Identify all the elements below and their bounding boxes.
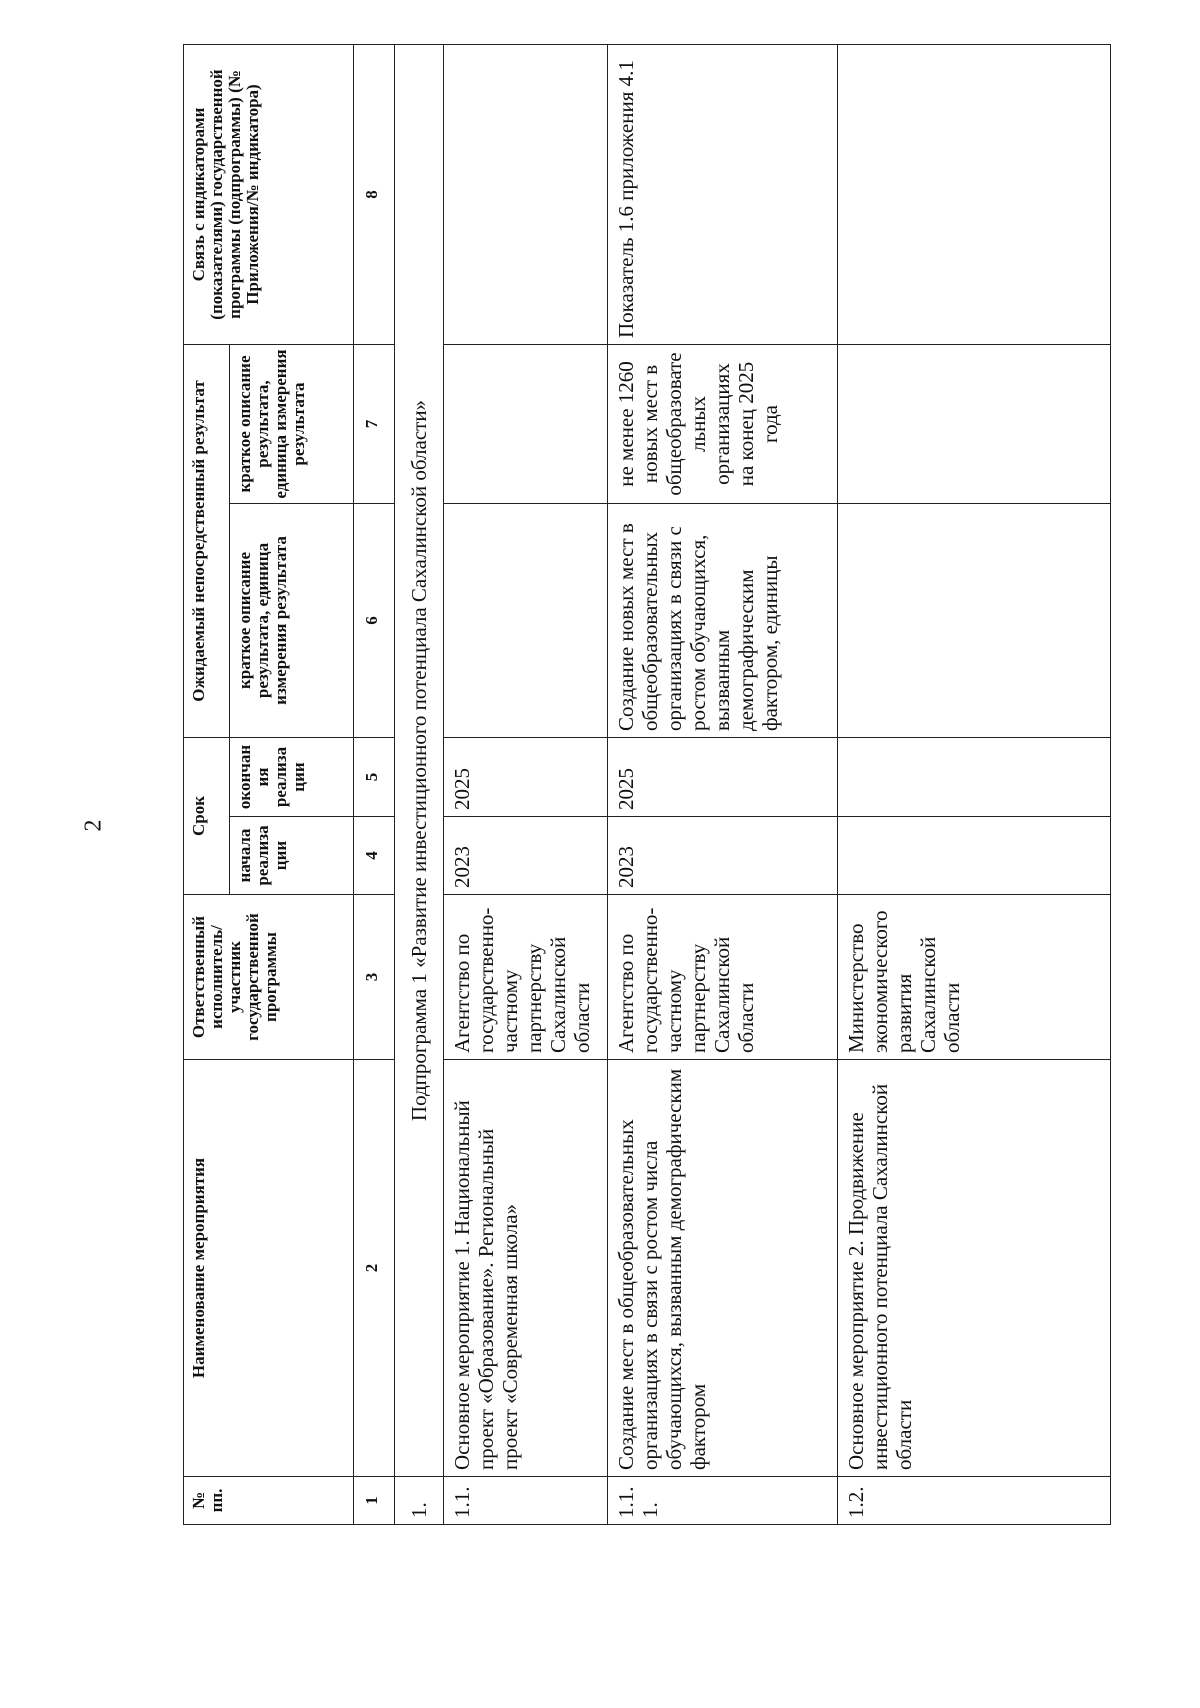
measures-table-sheet xyxy=(183,45,1111,1525)
colnum-7: 7 xyxy=(354,345,395,504)
row-end: 2025 xyxy=(608,738,838,817)
row-link xyxy=(838,45,1111,345)
subprogram-num: 1. xyxy=(395,1477,444,1525)
row-result-7 xyxy=(838,345,1111,504)
header-name: Наименование мероприятия xyxy=(184,1060,354,1477)
row-executor: Агентство по государственно-частному партнерству Сахалинской области xyxy=(444,895,608,1060)
table-row xyxy=(838,45,1111,1525)
row-result-6: Создание новых мест в общеобразовательных организациях в связи с ростом обучающихся, вызванным демографическим фактором, единицы xyxy=(608,504,838,738)
column-numbers-row xyxy=(354,45,395,1525)
row-name: Создание мест в общеобразовательных организациях в связи с ростом числа обучающихся, вызванным демографическим фактором xyxy=(608,1060,838,1477)
header-expected: Ожидаемый непосредственный результат xyxy=(184,345,230,738)
header-num: № пп. xyxy=(184,1477,354,1525)
header-executor: Ответственный исполнитель/участник государственной программы xyxy=(184,895,354,1060)
row-link: Показатель 1.6 приложения 4.1 xyxy=(608,45,838,345)
row-executor: Агентство по государственно-частному партнерству Сахалинской области xyxy=(608,895,838,1060)
row-num: 1.2. xyxy=(838,1477,1111,1525)
row-name: Основное мероприятие 1. Национальный проект «Образование». Региональный проект «Современная школа» xyxy=(444,1060,608,1477)
row-result-7: не менее 1260 новых мест в общеобразовательных организациях на конец 2025 года xyxy=(608,345,838,504)
row-result-6 xyxy=(444,504,608,738)
table-row xyxy=(608,45,838,1525)
colnum-4: 4 xyxy=(354,817,395,895)
row-name: Основное мероприятие 2. Продвижение инвестиционного потенциала Сахалинской области xyxy=(838,1060,1111,1477)
subprogram-row xyxy=(395,45,444,1525)
colnum-1: 1 xyxy=(354,1477,395,1525)
header-result-short-2: краткое описание результата, единица измерения результата xyxy=(230,345,354,504)
row-result-7 xyxy=(444,345,608,504)
measures-table xyxy=(183,44,1111,1525)
header-start: начала реализации xyxy=(230,817,354,895)
row-start xyxy=(838,817,1111,895)
row-start: 2023 xyxy=(444,817,608,895)
header-end: окончания реализации xyxy=(230,738,354,817)
header-term: Срок xyxy=(184,738,230,895)
colnum-5: 5 xyxy=(354,738,395,817)
header-link: Связь с индикаторами (показателями) государственной программы (подпрограммы) (№ Приложения/№ индикатора) xyxy=(184,45,354,345)
colnum-8: 8 xyxy=(354,45,395,345)
row-end: 2025 xyxy=(444,738,608,817)
colnum-6: 6 xyxy=(354,504,395,738)
row-end xyxy=(838,738,1111,817)
page-number: 2 xyxy=(80,819,107,832)
header-result-short: краткое описание результата, единица измерения результата xyxy=(230,504,354,738)
row-num: 1.1. xyxy=(444,1477,608,1525)
row-result-6 xyxy=(838,504,1111,738)
row-start: 2023 xyxy=(608,817,838,895)
colnum-2: 2 xyxy=(354,1060,395,1477)
row-link xyxy=(444,45,608,345)
table-row xyxy=(444,45,608,1525)
row-executor: Министерство экономического развития Сахалинской области xyxy=(838,895,1111,1060)
colnum-3: 3 xyxy=(354,895,395,1060)
row-num: 1.1.1. xyxy=(608,1477,838,1525)
subprogram-title: Подпрограмма 1 «Развитие инвестиционного потенциала Сахалинской области» xyxy=(395,45,444,1477)
